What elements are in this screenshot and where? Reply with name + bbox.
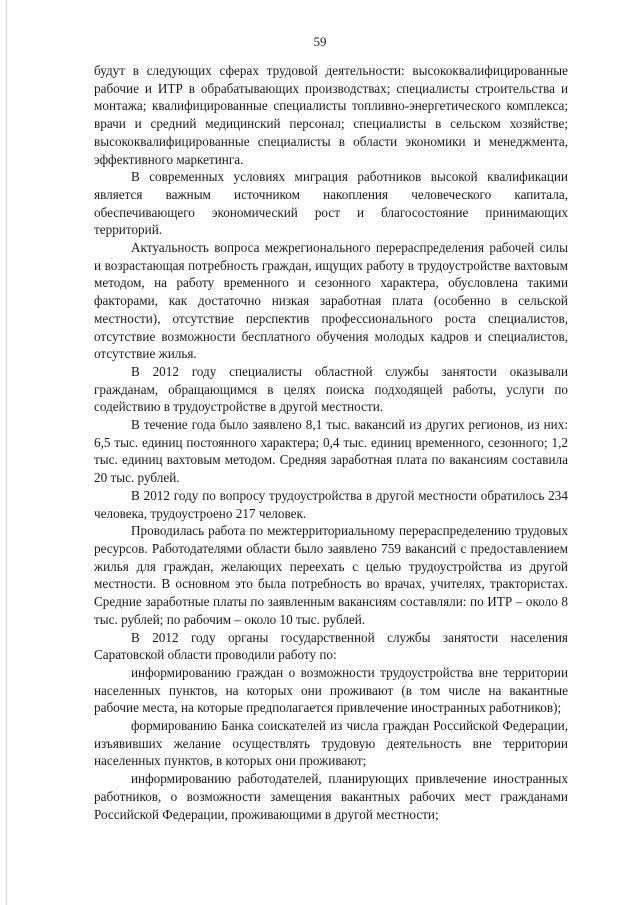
paragraph: В современных условиях миграция работников высокой квалификации является важным источником накопления человеческого капитала, обеспечивающего экономический рост и благосостояние принимающих территорий. (94, 169, 568, 238)
paragraph: будут в следующих сферах трудовой деятельности: высококвалифицированные рабочие и ИТР в обрабатывающих производствах; специалисты строительства и монтажа; квалифицированные специалисты топливно-энергетического комплекса; врачи и средний медицинский персонал; специалисты в сельском хозяйстве; высококвалифицированные специалисты в области экономики и менеджмента, эффективного маркетинга. (94, 63, 568, 167)
list-item-paragraph: информированию работодателей, планирующих привлечение иностранных работников, о возможности замещения вакантных рабочих мест гражданами Российской Федерации, проживающими в другой местности; (94, 771, 568, 822)
paragraph: В 2012 году специалисты областной службы занятости оказывали гражданам, обращающимся в целях поиска подходящей работы, услуги по содействию в трудоустройстве в другой местности. (94, 363, 568, 415)
paragraph: Актуальность вопроса межрегионального перераспределения рабочей силы и возрастающая потребность граждан, ищущих работу в трудоустройстве вахтовым методом, на работу временного и сезонного характера, обусловлена такими факторами, как достаточно низкая заработная плата (особенно в сельской местности), отсутствие перспектив профессионального роста специалистов, отсутствие возможности бесплатного обучения молодых кадров и специалистов, отсутствие жилья. (94, 240, 568, 362)
document-body (94, 62, 568, 823)
paragraph: В 2012 году по вопросу трудоустройства в другой местности обратилось 234 человека, трудоустроено 217 человек. (94, 487, 568, 521)
paragraph: В 2012 году органы государственной службы занятости населения Саратовской области проводили работу по: (94, 629, 568, 663)
list-item-paragraph: формированию Банка соискателей из числа граждан Российской Федерации, изъявивших желание осуществлять трудовую деятельность вне территории населенных пунктов, в которых они проживают; (94, 718, 568, 769)
page-number: 59 (313, 34, 327, 49)
scan-edge-line (6, 0, 7, 905)
paragraph: Проводилась работа по межтерриториальному перераспределению трудовых ресурсов. Работодателями области было заявлено 759 вакансий с предоставлением жилья для граждан, желающих переехать с целью трудоустройства из другой местности. В основном это была потребность во врачах, учителях, трактористах. Средние заработные платы по заявленным вакансиям составляли: по ИТР – около 8 тыс. рублей; по рабочим – около 10 тыс. рублей. (94, 523, 568, 627)
paragraph: В течение года было заявлено 8,1 тыс. вакансий из других регионов, из них: 6,5 тыс. единиц постоянного характера; 0,4 тыс. единиц временного, сезонного; 1,2 тыс. единиц вахтовым методом. Средняя заработная плата по вакансиям составила 20 тыс. рублей. (94, 417, 568, 486)
list-item-paragraph: информированию граждан о возможности трудоустройства вне территории населенных пунктов, на которых они проживают (в том числе на вакантные рабочие места, на которые предполагается привлечение иностранных работников); (94, 664, 568, 716)
